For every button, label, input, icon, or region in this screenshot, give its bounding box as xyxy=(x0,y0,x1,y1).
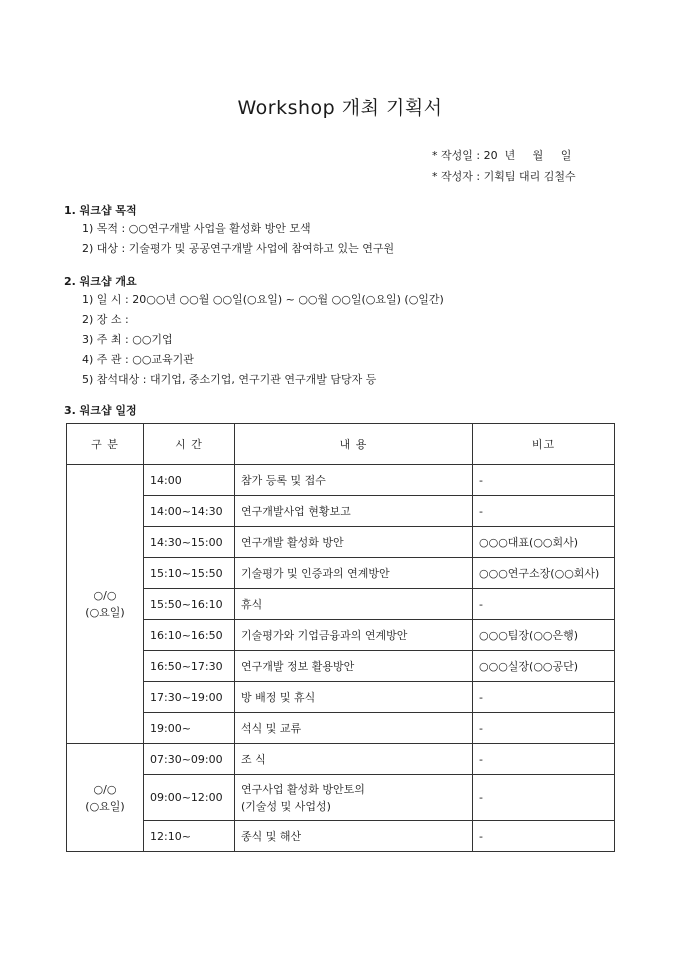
table-row xyxy=(67,558,615,589)
content-cell: 연구개발 활성화 방안 xyxy=(235,527,473,558)
section-heading: 2. 워크샵 개요 xyxy=(64,275,137,288)
note-cell: - xyxy=(473,775,615,821)
day-cell xyxy=(67,465,144,744)
note-cell: - xyxy=(473,713,615,744)
header-note: 비고 xyxy=(473,424,615,465)
time-cell: 14:00~14:30 xyxy=(144,496,235,527)
note-cell: ○○○연구소장(○○회사) xyxy=(473,558,615,589)
list-item: 1) 일 시 : 20○○년 ○○월 ○○일(○요일) ~ ○○월 ○○일(○요일) (○일간) xyxy=(82,293,444,306)
list-item: 4) 주 관 : ○○교육기관 xyxy=(82,353,194,366)
time-cell: 07:30~09:00 xyxy=(144,744,235,775)
note-cell: ○○○팀장(○○은행) xyxy=(473,620,615,651)
list-item: 2) 장 소 : xyxy=(82,313,129,326)
time-cell: 12:10~ xyxy=(144,821,235,852)
note-cell: - xyxy=(473,496,615,527)
list-item: 5) 참석대상 : 대기업, 중소기업, 연구기관 연구개발 담당자 등 xyxy=(82,373,377,386)
table-row xyxy=(67,821,615,852)
content-cell: 참가 등록 및 접수 xyxy=(235,465,473,496)
document-meta xyxy=(432,145,576,187)
time-cell: 15:50~16:10 xyxy=(144,589,235,620)
content-line: 연구사업 활성화 방안토의 xyxy=(241,782,365,796)
note-cell: - xyxy=(473,744,615,775)
time-cell: 17:30~19:00 xyxy=(144,682,235,713)
list-item: 2) 대상 : 기술평가 및 공공연구개발 사업에 참여하고 있는 연구원 xyxy=(82,242,395,255)
section-overview xyxy=(64,274,444,390)
time-cell: 15:10~15:50 xyxy=(144,558,235,589)
table-row xyxy=(67,775,615,821)
author-line: * 작성자 : 기획팀 대리 김철수 xyxy=(432,170,576,183)
content-cell: 석식 및 교류 xyxy=(235,713,473,744)
content-cell: 종식 및 해산 xyxy=(235,821,473,852)
note-cell: - xyxy=(473,682,615,713)
list-item: 3) 주 최 : ○○기업 xyxy=(82,333,173,346)
day-cell xyxy=(67,744,144,852)
content-cell: 조 식 xyxy=(235,744,473,775)
note-cell: - xyxy=(473,589,615,620)
table-row xyxy=(67,589,615,620)
content-cell: 방 배정 및 휴식 xyxy=(235,682,473,713)
section-heading: 3. 워크샵 일정 xyxy=(64,404,137,417)
content-cell: 기술평가 및 인증과의 연계방안 xyxy=(235,558,473,589)
table-row xyxy=(67,713,615,744)
time-cell: 19:00~ xyxy=(144,713,235,744)
content-cell: 기술평가와 기업금융과의 연계방안 xyxy=(235,620,473,651)
note-cell: - xyxy=(473,465,615,496)
time-cell: 14:00 xyxy=(144,465,235,496)
time-cell: 16:50~17:30 xyxy=(144,651,235,682)
table-row xyxy=(67,682,615,713)
header-content: 내 용 xyxy=(235,424,473,465)
table-row xyxy=(67,744,615,775)
table-row xyxy=(67,620,615,651)
header-division: 구 분 xyxy=(67,424,144,465)
section-schedule xyxy=(64,403,137,419)
day-weekday: (○요일) xyxy=(85,606,125,619)
day-date: ○/○ xyxy=(93,782,117,796)
time-cell: 14:30~15:00 xyxy=(144,527,235,558)
table-row xyxy=(67,465,615,496)
content-cell xyxy=(235,775,473,821)
table-row xyxy=(67,651,615,682)
day-weekday: (○요일) xyxy=(85,799,125,813)
section-purpose xyxy=(64,203,394,259)
day-date: ○/○ xyxy=(93,589,117,602)
header-time: 시 간 xyxy=(144,424,235,465)
content-cell: 연구개발 정보 활용방안 xyxy=(235,651,473,682)
content-cell: 연구개발사업 현황보고 xyxy=(235,496,473,527)
schedule-table xyxy=(66,423,615,852)
note-cell: - xyxy=(473,821,615,852)
date-line: * 작성일 : 20 년 월 일 xyxy=(432,149,572,162)
document-title: Workshop 개최 기획서 xyxy=(237,97,443,119)
table-header-row xyxy=(67,424,615,465)
section-heading: 1. 워크샵 목적 xyxy=(64,204,137,217)
table-row xyxy=(67,527,615,558)
note-cell: ○○○실장(○○공단) xyxy=(473,651,615,682)
table-row xyxy=(67,496,615,527)
list-item: 1) 목적 : ○○연구개발 사업을 활성화 방안 모색 xyxy=(82,222,311,235)
content-cell: 휴식 xyxy=(235,589,473,620)
note-cell: ○○○대표(○○회사) xyxy=(473,527,615,558)
time-cell: 16:10~16:50 xyxy=(144,620,235,651)
content-line: (기술성 및 사업성) xyxy=(241,799,331,813)
time-cell: 09:00~12:00 xyxy=(144,775,235,821)
